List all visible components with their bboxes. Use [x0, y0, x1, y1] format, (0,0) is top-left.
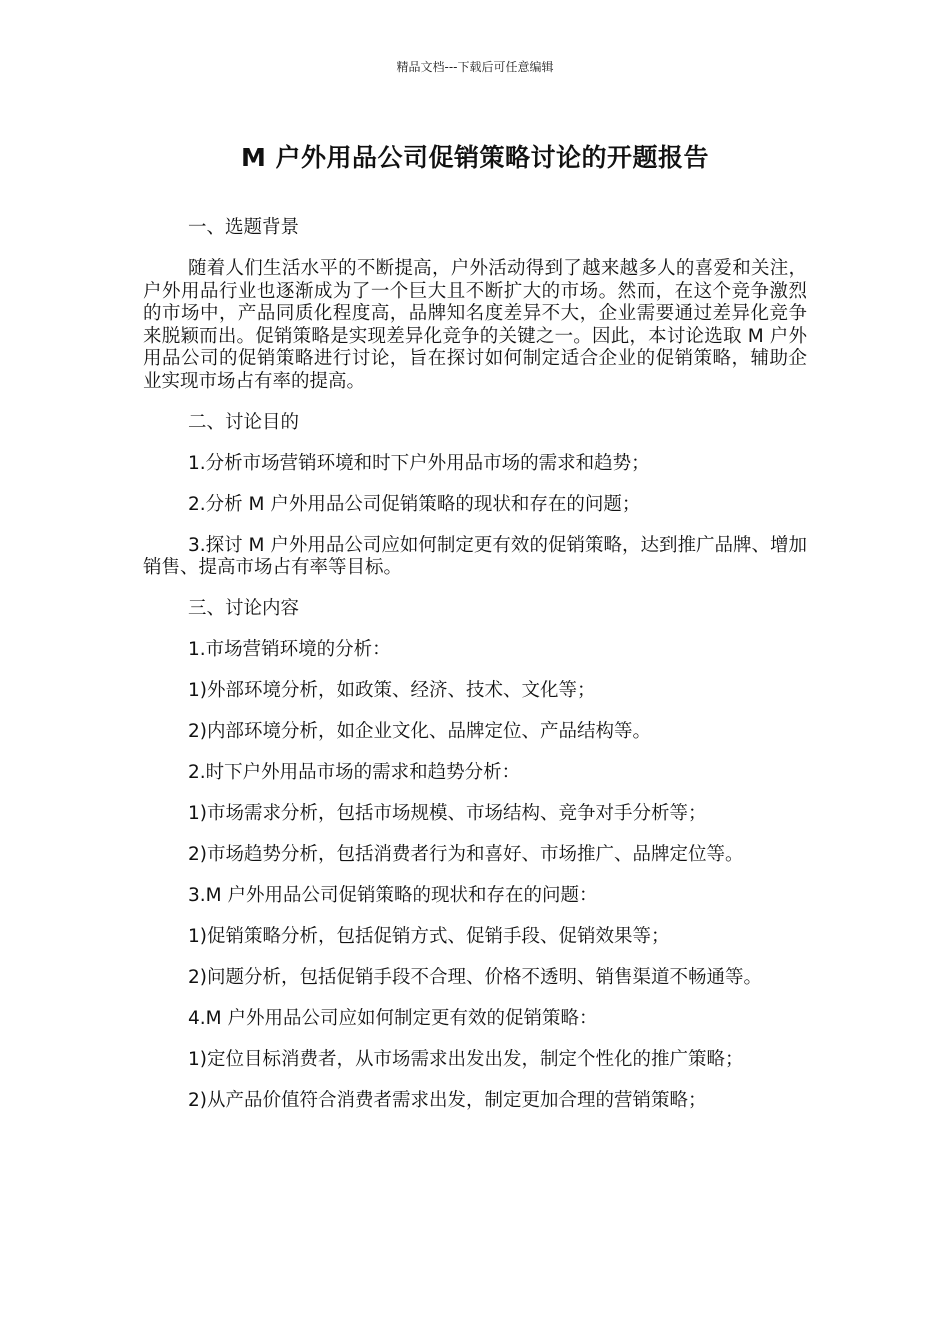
- page-header: 精品文档---下载后可任意编辑: [396, 60, 554, 74]
- content-subitem: 2)市场趋势分析，包括消费者行为和喜好、市场推广、品牌定位等。: [188, 844, 744, 865]
- content-item: 4.M 户外用品公司应如何制定更有效的促销策略：: [188, 1008, 598, 1029]
- content-subitem: 1)外部环境分析，如政策、经济、技术、文化等；: [188, 680, 596, 701]
- section-heading-content: 三、讨论内容: [188, 598, 300, 619]
- content-subitem: 2)问题分析，包括促销手段不合理、价格不透明、销售渠道不畅通等。: [188, 967, 762, 988]
- background-paragraph: 随着人们生活水平的不断提高，户外活动得到了越来越多人的喜爱和关注，户外用品行业也逐渐成为了一个巨大且不断扩大的市场。然而，在这个竞争激烈的市场中，产品同质化程度高，品牌知名度差异不大，企业需要通过差异化竞争来脱颖而出。促销策略是实现差异化竞争的关键之一。因此，本讨论选取 M 户外用品公司的促销策略进行讨论，旨在探讨如何制定适合企业的促销策略，辅助企业实现市场占有率的提高。: [143, 258, 807, 392]
- purpose-item: 3.探讨 M 户外用品公司应如何制定更有效的促销策略，达到推广品牌、增加销售、提高市场占有率等目标。: [143, 534, 807, 578]
- content-item: 1.市场营销环境的分析：: [188, 639, 391, 660]
- purpose-item: 1.分析市场营销环境和时下户外用品市场的需求和趋势；: [188, 452, 650, 474]
- document-title: M 户外用品公司促销策略讨论的开题报告: [240, 143, 710, 172]
- content-subitem: 1)定位目标消费者，从市场需求出发出发，制定个性化的推广策略；: [188, 1049, 744, 1070]
- document-body: [143, 217, 807, 1131]
- purpose-item: 2.分析 M 户外用品公司促销策略的现状和存在的问题；: [188, 493, 641, 515]
- content-subitem: 1)促销策略分析，包括促销方式、促销手段、促销效果等；: [188, 926, 670, 947]
- content-subitem: 2)内部环境分析，如企业文化、品牌定位、产品结构等。: [188, 721, 651, 742]
- content-subitem: 1)市场需求分析，包括市场规模、市场结构、竞争对手分析等；: [188, 803, 707, 824]
- content-item: 2.时下户外用品市场的需求和趋势分析：: [188, 762, 521, 783]
- content-item: 3.M 户外用品公司促销策略的现状和存在的问题：: [188, 885, 598, 906]
- section-heading-background: 一、选题背景: [188, 217, 300, 238]
- section-heading-purpose: 二、讨论目的: [188, 411, 300, 433]
- content-subitem: 2)从产品价值符合消费者需求出发，制定更加合理的营销策略；: [188, 1090, 707, 1111]
